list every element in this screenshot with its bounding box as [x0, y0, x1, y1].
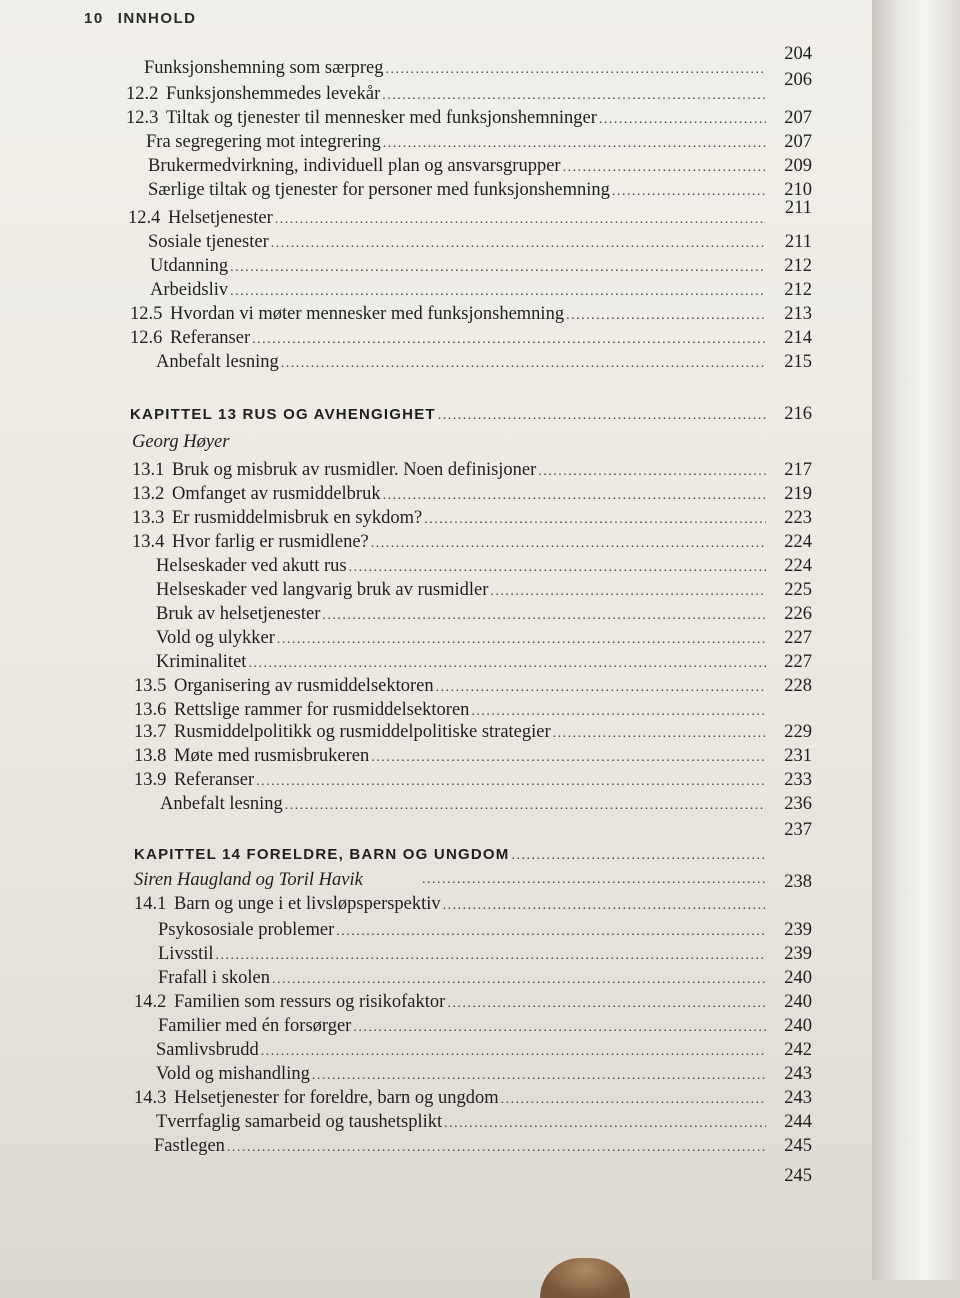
dot-leader — [383, 136, 766, 152]
dot-leader — [285, 798, 766, 814]
toc-subsection-entry[interactable] — [150, 256, 812, 280]
toc-section-entry[interactable] — [134, 894, 812, 918]
dot-leader — [447, 996, 766, 1012]
toc-subsection-entry[interactable] — [154, 1136, 812, 1160]
toc-page-number: 224 — [784, 532, 812, 552]
toc-subsection-entry[interactable] — [156, 1040, 812, 1064]
entry-title: Frafall i skolen — [158, 968, 271, 988]
toc-section-entry[interactable] — [134, 722, 812, 746]
toc-section-entry[interactable] — [134, 1088, 812, 1112]
toc-page-number: 224 — [784, 556, 812, 576]
entry-title: Livsstil — [158, 944, 214, 964]
dot-leader — [256, 774, 766, 790]
toc-section-entry[interactable] — [126, 108, 812, 132]
entry-title: Kriminalitet — [156, 652, 247, 672]
toc-subsection-entry[interactable] — [160, 794, 812, 818]
dot-leader — [438, 408, 766, 424]
entry-title: Helsetjenester — [168, 208, 273, 228]
dot-leader — [443, 898, 766, 914]
entry-title: Omfanget av rusmiddelbruk — [172, 484, 381, 504]
dot-leader — [382, 88, 766, 104]
dot-leader — [371, 536, 766, 552]
toc-section-entry[interactable] — [134, 746, 812, 770]
toc-leader-row — [420, 872, 772, 896]
entry-title: Referanser — [174, 770, 255, 790]
toc-subsection-entry[interactable] — [148, 156, 812, 180]
entry-title: Fra segregering mot integrering — [146, 132, 381, 152]
toc-page-number: 237 — [784, 820, 812, 840]
entry-title: Barn og unge i et livsløpsperspektiv — [174, 894, 441, 914]
dot-leader — [501, 1092, 766, 1108]
toc-page-number: 227 — [784, 628, 812, 648]
section-number: 13.4 — [132, 532, 165, 552]
dot-leader — [538, 464, 766, 480]
toc-section-entry[interactable] — [134, 770, 812, 794]
entry-title: Funksjonshemmedes levekår — [166, 84, 381, 104]
entry-title: Helseskader ved langvarig bruk av rusmidler — [156, 580, 489, 600]
toc-page-number: 236 — [784, 794, 812, 814]
toc-page-number: 242 — [784, 1040, 812, 1060]
toc-section-entry[interactable] — [132, 508, 812, 532]
dot-leader — [553, 726, 766, 742]
toc-page-number: 219 — [784, 484, 812, 504]
entry-title: Funksjonshemning som særpreg — [144, 58, 384, 78]
toc-page-number: 212 — [784, 280, 812, 300]
section-number: 13.1 — [132, 460, 165, 480]
toc-page-number: 213 — [784, 304, 812, 324]
dot-leader — [227, 1140, 766, 1156]
dot-leader — [422, 872, 766, 888]
dot-leader — [424, 512, 766, 528]
toc-subsection-entry[interactable] — [150, 280, 812, 304]
toc-page-number: 214 — [784, 328, 812, 348]
chapter-author: Georg Høyer — [132, 432, 230, 452]
toc-subsection-entry[interactable] — [156, 1064, 812, 1088]
entry-title: Helsetjenester for foreldre, barn og ungdom — [174, 1088, 499, 1108]
section-number: 13.5 — [134, 676, 167, 696]
toc-subsection-entry[interactable] — [148, 180, 812, 204]
dot-leader — [230, 260, 766, 276]
entry-title: Helseskader ved akutt rus — [156, 556, 347, 576]
toc-subsection-entry[interactable] — [146, 132, 812, 156]
toc-page-number: 225 — [784, 580, 812, 600]
toc-page-number: 204 — [784, 44, 812, 64]
toc-subsection-entry[interactable] — [144, 58, 812, 82]
section-number: 12.2 — [126, 84, 159, 104]
toc-subsection-entry[interactable] — [156, 580, 812, 604]
toc-page-number: 209 — [784, 156, 812, 176]
dot-leader — [563, 160, 766, 176]
toc-page-number: 227 — [784, 652, 812, 672]
entry-title: Særlige tiltak og tjenester for personer med funksjonshemning — [148, 180, 610, 200]
entry-title: Familien som ressurs og risikofaktor — [174, 992, 446, 1012]
toc-subsection-entry[interactable] — [158, 1016, 812, 1040]
toc-section-entry[interactable] — [130, 304, 812, 328]
toc-page-number: 210 — [784, 180, 812, 200]
dot-leader — [436, 680, 766, 696]
entry-title: Vold og mishandling — [156, 1064, 310, 1084]
toc-page-number: 239 — [784, 920, 812, 940]
toc-page-number: 229 — [784, 722, 812, 742]
toc-page-number: 240 — [784, 968, 812, 988]
dot-leader — [599, 112, 766, 128]
dot-leader — [371, 750, 766, 766]
entry-title: Tverrfaglig samarbeid og taushetsplikt — [156, 1112, 443, 1132]
header-title: INNHOLD — [117, 10, 197, 27]
entry-title: Rettslige rammer for rusmiddelsektoren — [174, 700, 470, 720]
toc-page-number: 233 — [784, 770, 812, 790]
entry-title: Psykososiale problemer — [158, 920, 335, 940]
toc-section-entry[interactable] — [134, 700, 812, 724]
entry-title: Er rusmiddelmisbruk en sykdom? — [172, 508, 423, 528]
toc-subsection-entry[interactable] — [158, 968, 812, 992]
entry-title: Utdanning — [150, 256, 229, 276]
entry-title: Hvor farlig er rusmidlene? — [172, 532, 369, 552]
section-number: 12.5 — [130, 304, 163, 324]
entry-title: Samlivsbrudd — [156, 1040, 259, 1060]
dot-leader — [322, 608, 766, 624]
entry-title: Vold og ulykker — [156, 628, 275, 648]
section-number: 14.1 — [134, 894, 167, 914]
dot-leader — [216, 948, 766, 964]
dot-leader — [312, 1068, 766, 1084]
toc-chapter-heading[interactable] — [134, 846, 812, 870]
toc-page-number: 207 — [784, 108, 812, 128]
toc-section-entry[interactable] — [134, 676, 812, 700]
toc-subsection-entry[interactable] — [158, 920, 812, 944]
dot-leader — [272, 972, 766, 988]
entry-title: Brukermedvirkning, individuell plan og ansvarsgrupper — [148, 156, 561, 176]
toc-page-number: 245 — [784, 1166, 812, 1186]
toc-section-entry[interactable] — [132, 532, 812, 556]
dot-leader — [261, 1044, 766, 1060]
toc-page-number: 245 — [784, 1136, 812, 1156]
dot-leader — [353, 1020, 766, 1036]
entry-title: Tiltak og tjenester til mennesker med funksjonshemninger — [166, 108, 597, 128]
toc-page-number: 244 — [784, 1112, 812, 1132]
toc-page-number: 217 — [784, 460, 812, 480]
toc-section-entry[interactable] — [128, 208, 812, 232]
toc-page-number: 243 — [784, 1088, 812, 1108]
toc-page-number: 223 — [784, 508, 812, 528]
section-number: 13.6 — [134, 700, 167, 720]
dot-leader — [612, 184, 766, 200]
entry-title: Bruk av helsetjenester — [156, 604, 321, 624]
dot-leader — [383, 488, 766, 504]
section-number: 13.8 — [134, 746, 167, 766]
toc-section-entry[interactable] — [130, 328, 812, 352]
entry-title: KAPITTEL 14 FORELDRE, BARN OG UNGDOM — [134, 846, 510, 863]
toc-chapter-heading[interactable] — [130, 404, 812, 428]
entry-title: Arbeidsliv — [150, 280, 229, 300]
entry-title: Anbefalt lesning — [160, 794, 283, 814]
dot-leader — [566, 308, 766, 324]
toc-page-number: 240 — [784, 992, 812, 1012]
entry-title: Rusmiddelpolitikk og rusmiddelpolitiske strategier — [174, 722, 551, 742]
toc-section-entry[interactable] — [132, 460, 812, 484]
section-number: 12.3 — [126, 108, 159, 128]
toc-section-entry[interactable] — [134, 992, 812, 1016]
entry-title: Møte med rusmisbrukeren — [174, 746, 370, 766]
chapter-author: Siren Haugland og Toril Havik — [134, 870, 363, 890]
toc-subsection-entry[interactable] — [156, 556, 812, 580]
toc-page-number: 226 — [784, 604, 812, 624]
toc-subsection-entry[interactable] — [156, 628, 812, 652]
toc-page-number: 240 — [784, 1016, 812, 1036]
toc-page-number: 206 — [784, 70, 812, 90]
toc-page-number: 238 — [784, 872, 812, 892]
dot-leader — [230, 284, 766, 300]
toc-subsection-entry[interactable] — [156, 352, 812, 376]
toc-page-number: 211 — [784, 232, 812, 252]
section-number: 14.3 — [134, 1088, 167, 1108]
dot-leader — [511, 848, 766, 864]
toc-section-entry[interactable] — [132, 484, 812, 508]
toc-subsection-entry[interactable] — [158, 944, 812, 968]
entry-title: Familier med én forsørger — [158, 1016, 352, 1036]
toc-page-number: 207 — [784, 132, 812, 152]
entry-title: Hvordan vi møter mennesker med funksjonshemning — [170, 304, 565, 324]
entry-title: Organisering av rusmiddelsektoren — [174, 676, 434, 696]
section-number: 13.3 — [132, 508, 165, 528]
dot-leader — [271, 236, 766, 252]
section-number: 13.9 — [134, 770, 167, 790]
toc-page-number: 231 — [784, 746, 812, 766]
toc-page-number: 216 — [784, 404, 812, 424]
toc-page-number: 211 — [784, 198, 812, 218]
header-page-number: 10 — [84, 10, 104, 27]
entry-title: Referanser — [170, 328, 251, 348]
toc-page-number: 243 — [784, 1064, 812, 1084]
book-spine — [872, 0, 960, 1280]
entry-title: Fastlegen — [154, 1136, 225, 1156]
toc-page-number: 215 — [784, 352, 812, 372]
dot-leader — [252, 332, 766, 348]
dot-leader — [490, 584, 766, 600]
toc-section-entry[interactable] — [126, 84, 812, 108]
toc-subsection-entry[interactable] — [156, 1112, 812, 1136]
dot-leader — [444, 1116, 766, 1132]
entry-title: Anbefalt lesning — [156, 352, 279, 372]
section-number: 14.2 — [134, 992, 167, 1012]
entry-title: KAPITTEL 13 RUS OG AVHENGIGHET — [130, 406, 436, 423]
dot-leader — [248, 656, 766, 672]
dot-leader — [336, 924, 766, 940]
toc-subsection-entry[interactable] — [148, 232, 812, 256]
entry-title: Bruk og misbruk av rusmidler. Noen definisjoner — [172, 460, 537, 480]
dot-leader — [275, 212, 766, 228]
toc-subsection-entry[interactable] — [156, 652, 812, 676]
toc-page-number: 239 — [784, 944, 812, 964]
section-number: 12.4 — [128, 208, 161, 228]
entry-title: Sosiale tjenester — [148, 232, 269, 252]
toc-subsection-entry[interactable] — [156, 604, 812, 628]
section-number: 12.6 — [130, 328, 163, 348]
dot-leader — [349, 560, 766, 576]
section-number: 13.2 — [132, 484, 165, 504]
dot-leader — [385, 62, 766, 78]
dot-leader — [281, 356, 766, 372]
section-number: 13.7 — [134, 722, 167, 742]
dot-leader — [471, 704, 766, 720]
toc-page-number: 228 — [784, 676, 812, 696]
toc-page-number: 212 — [784, 256, 812, 276]
dot-leader — [277, 632, 766, 648]
